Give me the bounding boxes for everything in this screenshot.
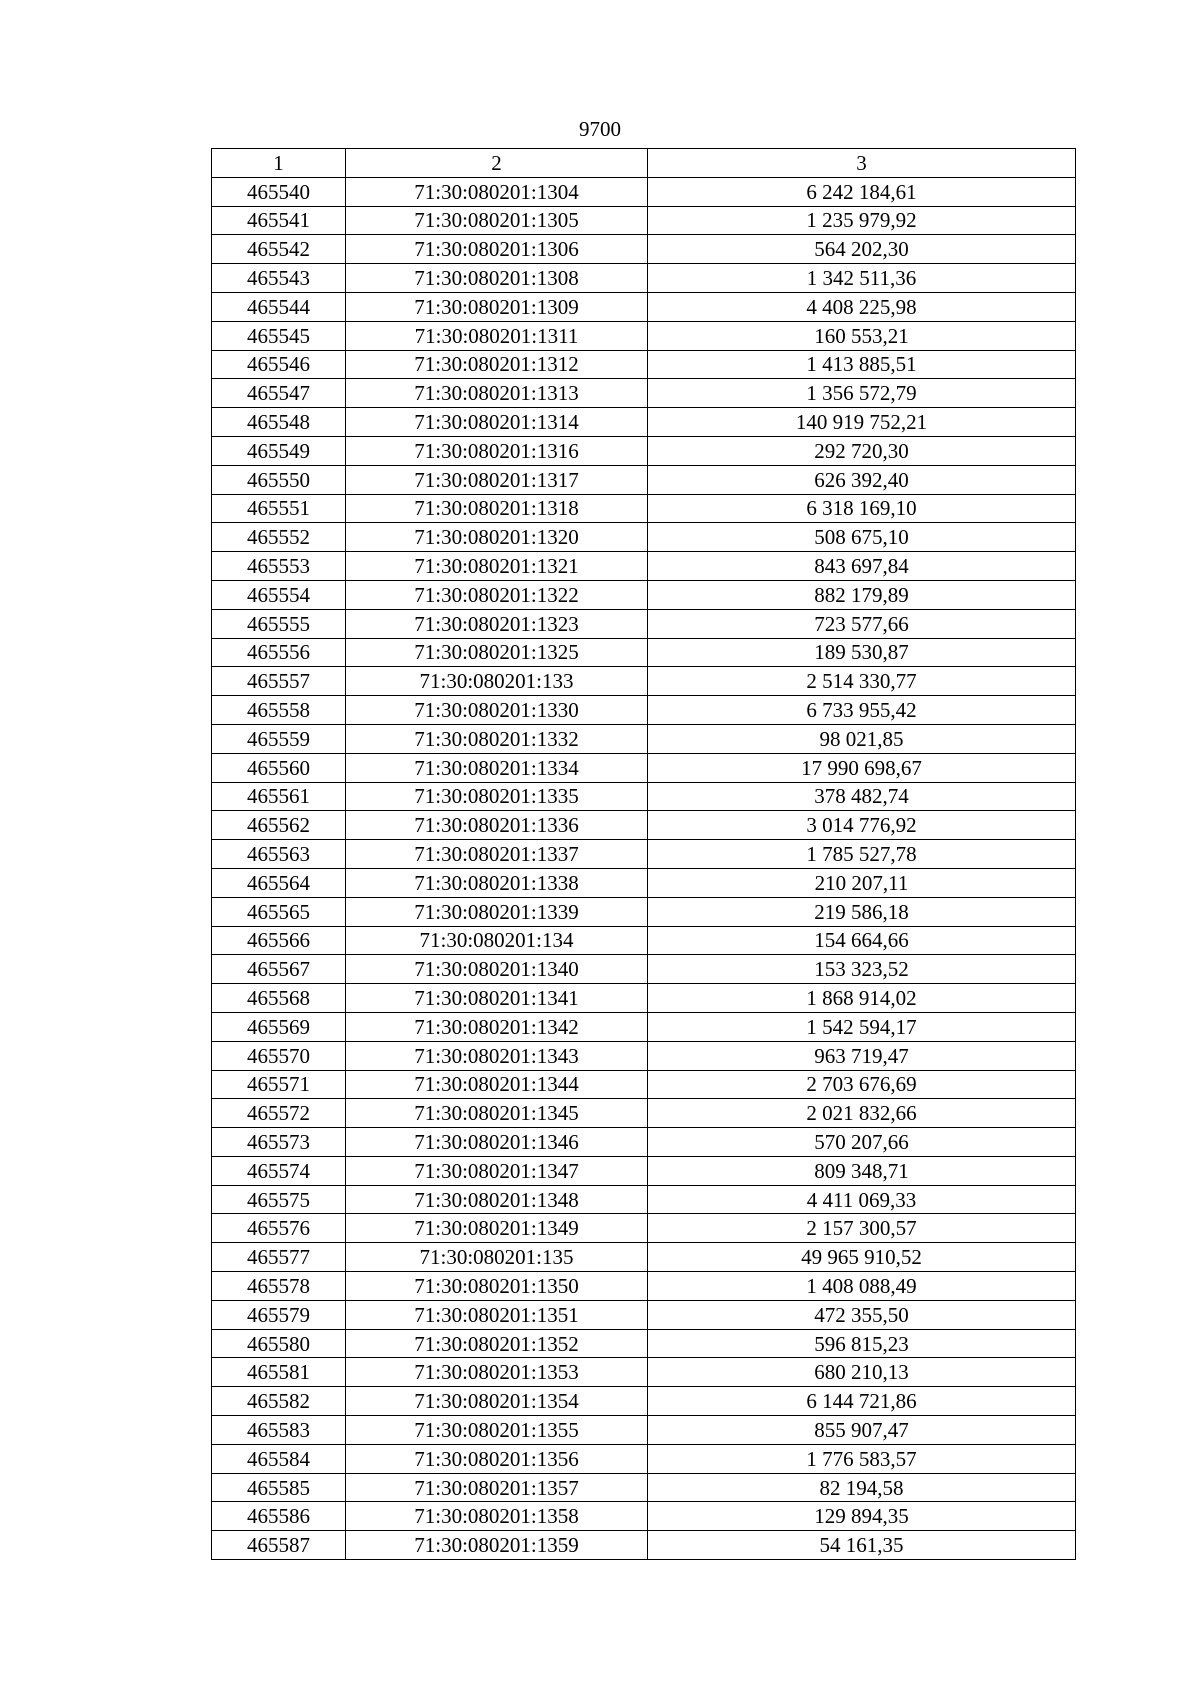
row-number-cell: 465571 [212, 1070, 346, 1099]
row-number-cell: 465553 [212, 552, 346, 581]
row-number-cell: 465563 [212, 840, 346, 869]
table-row [212, 696, 1076, 725]
value-cell: 1 408 088,49 [648, 1272, 1076, 1301]
table-row [212, 667, 1076, 696]
cadastral-number-cell: 71:30:080201:134 [346, 926, 648, 955]
cadastral-number-cell: 71:30:080201:1304 [346, 177, 648, 206]
value-cell: 82 194,58 [648, 1473, 1076, 1502]
value-cell: 1 342 511,36 [648, 264, 1076, 293]
cadastral-number-cell: 71:30:080201:1350 [346, 1272, 648, 1301]
table-row [212, 1185, 1076, 1214]
row-number-cell: 465572 [212, 1099, 346, 1128]
cadastral-number-cell: 71:30:080201:1330 [346, 696, 648, 725]
row-number-cell: 465558 [212, 696, 346, 725]
value-cell: 843 697,84 [648, 552, 1076, 581]
row-number-cell: 465585 [212, 1473, 346, 1502]
cadastral-number-cell: 71:30:080201:1316 [346, 436, 648, 465]
row-number-cell: 465550 [212, 465, 346, 494]
cadastral-number-cell: 71:30:080201:1351 [346, 1300, 648, 1329]
value-cell: 210 207,11 [648, 868, 1076, 897]
cadastral-number-cell: 71:30:080201:1332 [346, 724, 648, 753]
row-number-cell: 465544 [212, 292, 346, 321]
row-number-cell: 465542 [212, 235, 346, 264]
value-cell: 140 919 752,21 [648, 408, 1076, 437]
cadastral-number-cell: 71:30:080201:1358 [346, 1502, 648, 1531]
table-row [212, 926, 1076, 955]
table-row [212, 494, 1076, 523]
value-cell: 1 868 914,02 [648, 984, 1076, 1013]
row-number-cell: 465576 [212, 1214, 346, 1243]
value-cell: 154 664,66 [648, 926, 1076, 955]
table-row [212, 580, 1076, 609]
row-number-cell: 465556 [212, 638, 346, 667]
table-row [212, 638, 1076, 667]
table-row [212, 811, 1076, 840]
row-number-cell: 465557 [212, 667, 346, 696]
row-number-cell: 465582 [212, 1387, 346, 1416]
value-cell: 292 720,30 [648, 436, 1076, 465]
row-number-cell: 465548 [212, 408, 346, 437]
table-row [212, 177, 1076, 206]
cadastral-number-cell: 71:30:080201:1306 [346, 235, 648, 264]
value-cell: 3 014 776,92 [648, 811, 1076, 840]
row-number-cell: 465545 [212, 321, 346, 350]
cadastral-number-cell: 71:30:080201:1356 [346, 1444, 648, 1473]
table-header-row [212, 149, 1076, 178]
table-row [212, 1272, 1076, 1301]
column-header: 2 [346, 149, 648, 178]
cadastral-number-cell: 71:30:080201:1335 [346, 782, 648, 811]
table-row [212, 1214, 1076, 1243]
row-number-cell: 465564 [212, 868, 346, 897]
cadastral-number-cell: 71:30:080201:1320 [346, 523, 648, 552]
cadastral-number-cell: 71:30:080201:1336 [346, 811, 648, 840]
row-number-cell: 465574 [212, 1156, 346, 1185]
cadastral-number-cell: 71:30:080201:1345 [346, 1099, 648, 1128]
table-row [212, 235, 1076, 264]
table-row [212, 552, 1076, 581]
table-row [212, 523, 1076, 552]
cadastral-number-cell: 71:30:080201:1321 [346, 552, 648, 581]
row-number-cell: 465584 [212, 1444, 346, 1473]
value-cell: 219 586,18 [648, 897, 1076, 926]
row-number-cell: 465569 [212, 1012, 346, 1041]
table-row [212, 897, 1076, 926]
value-cell: 508 675,10 [648, 523, 1076, 552]
value-cell: 1 235 979,92 [648, 206, 1076, 235]
value-cell: 680 210,13 [648, 1358, 1076, 1387]
table-row [212, 264, 1076, 293]
row-number-cell: 465586 [212, 1502, 346, 1531]
value-cell: 855 907,47 [648, 1416, 1076, 1445]
cadastral-number-cell: 71:30:080201:1309 [346, 292, 648, 321]
cadastral-number-cell: 71:30:080201:1325 [346, 638, 648, 667]
cadastral-number-cell: 71:30:080201:135 [346, 1243, 648, 1272]
value-cell: 2 157 300,57 [648, 1214, 1076, 1243]
row-number-cell: 465552 [212, 523, 346, 552]
row-number-cell: 465565 [212, 897, 346, 926]
row-number-cell: 465541 [212, 206, 346, 235]
cadastral-number-cell: 71:30:080201:133 [346, 667, 648, 696]
table-row [212, 1329, 1076, 1358]
table-row [212, 1416, 1076, 1445]
table-row [212, 1300, 1076, 1329]
row-number-cell: 465546 [212, 350, 346, 379]
cadastral-number-cell: 71:30:080201:1359 [346, 1531, 648, 1560]
value-cell: 6 242 184,61 [648, 177, 1076, 206]
value-cell: 49 965 910,52 [648, 1243, 1076, 1272]
row-number-cell: 465540 [212, 177, 346, 206]
row-number-cell: 465559 [212, 724, 346, 753]
table-row [212, 436, 1076, 465]
table-row [212, 984, 1076, 1013]
value-cell: 378 482,74 [648, 782, 1076, 811]
row-number-cell: 465555 [212, 609, 346, 638]
page-number: 9700 [579, 117, 621, 141]
table-row [212, 465, 1076, 494]
value-cell: 472 355,50 [648, 1300, 1076, 1329]
cadastral-number-cell: 71:30:080201:1357 [346, 1473, 648, 1502]
table-row [212, 1128, 1076, 1157]
value-cell: 882 179,89 [648, 580, 1076, 609]
cadastral-number-cell: 71:30:080201:1354 [346, 1387, 648, 1416]
row-number-cell: 465568 [212, 984, 346, 1013]
table-body [212, 177, 1076, 1559]
value-cell: 98 021,85 [648, 724, 1076, 753]
row-number-cell: 465549 [212, 436, 346, 465]
row-number-cell: 465578 [212, 1272, 346, 1301]
value-cell: 809 348,71 [648, 1156, 1076, 1185]
column-header: 3 [648, 149, 1076, 178]
cadastral-number-cell: 71:30:080201:1346 [346, 1128, 648, 1157]
value-cell: 723 577,66 [648, 609, 1076, 638]
cadastral-number-cell: 71:30:080201:1317 [346, 465, 648, 494]
cadastral-number-cell: 71:30:080201:1349 [346, 1214, 648, 1243]
cadastral-number-cell: 71:30:080201:1338 [346, 868, 648, 897]
value-cell: 2 514 330,77 [648, 667, 1076, 696]
row-number-cell: 465570 [212, 1041, 346, 1070]
value-cell: 2 703 676,69 [648, 1070, 1076, 1099]
row-number-cell: 465561 [212, 782, 346, 811]
table-row [212, 1444, 1076, 1473]
value-cell: 570 207,66 [648, 1128, 1076, 1157]
row-number-cell: 465583 [212, 1416, 346, 1445]
value-cell: 160 553,21 [648, 321, 1076, 350]
cadastral-number-cell: 71:30:080201:1337 [346, 840, 648, 869]
table-row [212, 1358, 1076, 1387]
value-cell: 54 161,35 [648, 1531, 1076, 1560]
cadastral-number-cell: 71:30:080201:1353 [346, 1358, 648, 1387]
value-cell: 17 990 698,67 [648, 753, 1076, 782]
value-cell: 626 392,40 [648, 465, 1076, 494]
cadastral-number-cell: 71:30:080201:1355 [346, 1416, 648, 1445]
table-row [212, 1070, 1076, 1099]
value-cell: 1 785 527,78 [648, 840, 1076, 869]
cadastral-number-cell: 71:30:080201:1341 [346, 984, 648, 1013]
table-row [212, 753, 1076, 782]
table-row [212, 1156, 1076, 1185]
value-cell: 564 202,30 [648, 235, 1076, 264]
value-cell: 1 356 572,79 [648, 379, 1076, 408]
row-number-cell: 465573 [212, 1128, 346, 1157]
table-row [212, 1041, 1076, 1070]
table-row [212, 379, 1076, 408]
cadastral-number-cell: 71:30:080201:1347 [346, 1156, 648, 1185]
value-cell: 1 776 583,57 [648, 1444, 1076, 1473]
table-row [212, 1099, 1076, 1128]
row-number-cell: 465562 [212, 811, 346, 840]
cadastral-number-cell: 71:30:080201:1311 [346, 321, 648, 350]
table-row [212, 840, 1076, 869]
value-cell: 153 323,52 [648, 955, 1076, 984]
row-number-cell: 465579 [212, 1300, 346, 1329]
value-cell: 129 894,35 [648, 1502, 1076, 1531]
data-table [211, 148, 1076, 1560]
table-row [212, 724, 1076, 753]
value-cell: 1 413 885,51 [648, 350, 1076, 379]
value-cell: 6 733 955,42 [648, 696, 1076, 725]
cadastral-number-cell: 71:30:080201:1305 [346, 206, 648, 235]
table-row [212, 350, 1076, 379]
table-row [212, 1502, 1076, 1531]
table-row [212, 1531, 1076, 1560]
cadastral-number-cell: 71:30:080201:1343 [346, 1041, 648, 1070]
column-header: 1 [212, 149, 346, 178]
cadastral-number-cell: 71:30:080201:1318 [346, 494, 648, 523]
table-row [212, 1243, 1076, 1272]
row-number-cell: 465567 [212, 955, 346, 984]
table-row [212, 321, 1076, 350]
row-number-cell: 465543 [212, 264, 346, 293]
value-cell: 596 815,23 [648, 1329, 1076, 1358]
value-cell: 1 542 594,17 [648, 1012, 1076, 1041]
cadastral-number-cell: 71:30:080201:1308 [346, 264, 648, 293]
row-number-cell: 465577 [212, 1243, 346, 1272]
cadastral-number-cell: 71:30:080201:1339 [346, 897, 648, 926]
cadastral-number-cell: 71:30:080201:1322 [346, 580, 648, 609]
table-row [212, 1473, 1076, 1502]
cadastral-number-cell: 71:30:080201:1314 [346, 408, 648, 437]
table-row [212, 609, 1076, 638]
table-row [212, 1012, 1076, 1041]
row-number-cell: 465560 [212, 753, 346, 782]
cadastral-number-cell: 71:30:080201:1352 [346, 1329, 648, 1358]
row-number-cell: 465587 [212, 1531, 346, 1560]
table-row [212, 1387, 1076, 1416]
row-number-cell: 465551 [212, 494, 346, 523]
row-number-cell: 465580 [212, 1329, 346, 1358]
value-cell: 2 021 832,66 [648, 1099, 1076, 1128]
table-row [212, 955, 1076, 984]
value-cell: 6 144 721,86 [648, 1387, 1076, 1416]
table-row [212, 206, 1076, 235]
cadastral-number-cell: 71:30:080201:1344 [346, 1070, 648, 1099]
cadastral-number-cell: 71:30:080201:1323 [346, 609, 648, 638]
value-cell: 4 408 225,98 [648, 292, 1076, 321]
value-cell: 963 719,47 [648, 1041, 1076, 1070]
cadastral-number-cell: 71:30:080201:1334 [346, 753, 648, 782]
cadastral-number-cell: 71:30:080201:1340 [346, 955, 648, 984]
cadastral-number-cell: 71:30:080201:1348 [346, 1185, 648, 1214]
row-number-cell: 465575 [212, 1185, 346, 1214]
cadastral-number-cell: 71:30:080201:1313 [346, 379, 648, 408]
value-cell: 189 530,87 [648, 638, 1076, 667]
value-cell: 6 318 169,10 [648, 494, 1076, 523]
value-cell: 4 411 069,33 [648, 1185, 1076, 1214]
cadastral-number-cell: 71:30:080201:1342 [346, 1012, 648, 1041]
table-row [212, 408, 1076, 437]
table-row [212, 868, 1076, 897]
row-number-cell: 465566 [212, 926, 346, 955]
row-number-cell: 465547 [212, 379, 346, 408]
row-number-cell: 465581 [212, 1358, 346, 1387]
row-number-cell: 465554 [212, 580, 346, 609]
cadastral-number-cell: 71:30:080201:1312 [346, 350, 648, 379]
table-row [212, 782, 1076, 811]
table-row [212, 292, 1076, 321]
